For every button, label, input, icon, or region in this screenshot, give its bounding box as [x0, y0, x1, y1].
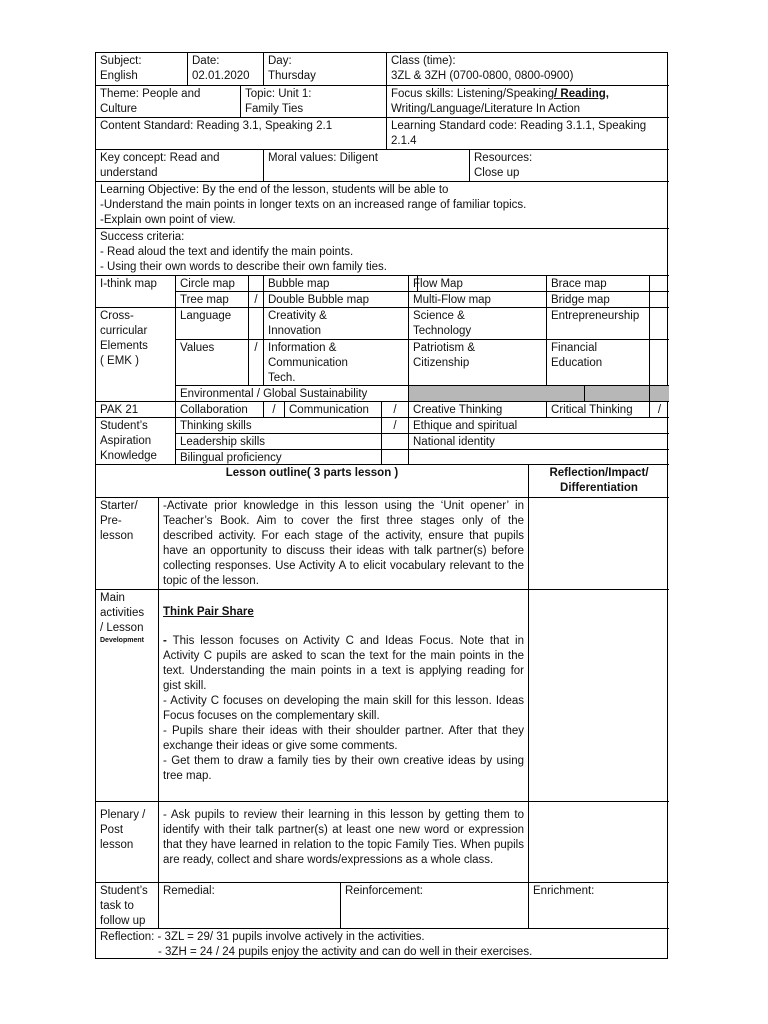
reflection-heading-1: Reflection/Impact/: [549, 467, 649, 479]
topic-cell: [241, 86, 387, 118]
creativity-cell: [264, 308, 409, 340]
emk-label-3: Elements: [100, 340, 148, 352]
ethique-label: Ethique and spiritual: [413, 420, 518, 432]
key-concept-line2: understand: [100, 167, 158, 179]
brace-map-mark: [650, 276, 669, 292]
emk-label-4: ( EMK ): [100, 355, 139, 367]
reflection-line2: - 3ZH = 24 / 24 pupils enjoy the activity and can do well in their exercises.: [158, 946, 533, 958]
success-criteria-cell: [96, 229, 669, 276]
objective-line3: -Explain own point of view.: [100, 214, 236, 226]
main-title: Think Pair Share: [163, 606, 254, 618]
reflection-heading-cell: [529, 465, 669, 498]
subject-value: English: [100, 70, 138, 82]
day-label: Day:: [268, 55, 292, 67]
shaded-cell-2: [585, 386, 650, 402]
language-cell: [176, 308, 249, 340]
values-cell: [176, 340, 249, 386]
bridge-map-mark: [650, 292, 669, 308]
thinking-skills-check: /: [393, 420, 397, 432]
starter-label-3: lesson: [100, 530, 134, 542]
circle-map-cell: [176, 276, 249, 292]
date-value: 02.01.2020: [192, 70, 250, 82]
language-label: Language: [180, 310, 232, 322]
content-standard-text: Content Standard: Reading 3.1, Speaking 2.1: [100, 120, 333, 132]
aspiration-label-cell: [96, 418, 176, 465]
day-cell: [264, 53, 387, 86]
focus-skills-text: Focus skills: Listening/Speaking: [391, 88, 554, 100]
communication-check: /: [393, 404, 397, 416]
patriotism-line2: Citizenship: [413, 357, 470, 369]
task-label-1: Student’s: [100, 885, 148, 897]
theme-cell: [96, 86, 241, 118]
tree-map-label: Tree map: [180, 294, 229, 306]
moral-values-text: Moral values: Diligent: [268, 152, 378, 164]
collaboration-cell: [176, 402, 264, 418]
ict-line1: Information &: [268, 342, 337, 354]
plenary-content-cell: [159, 802, 529, 883]
subject-cell: [96, 53, 188, 86]
ithink-label-cell: [96, 276, 176, 308]
plenary-label-cell: [96, 802, 159, 883]
leadership-cell: [176, 434, 382, 450]
enrichment-label: Enrichment:: [533, 885, 595, 897]
creative-thinking-cell: [409, 402, 547, 418]
ict-line2: Communication: [268, 357, 348, 369]
day-value: Thursday: [268, 70, 316, 82]
objective-line1: Learning Objective: By the end of the lesson, students will be able to: [100, 184, 449, 196]
task-label-2: task to: [100, 900, 134, 912]
enrichment-cell: [529, 883, 669, 929]
starter-reflection-cell: [529, 498, 669, 590]
starter-text: -Activate prior knowledge in this lesson using the ‘Unit opener’ in Teacher’s Book. Aim to cover the first three stages only of the described activity. For each stage of the activity, ensure that pupils have an opportunity to discuss their ideas with talk partner(s) before collecting responses. Use Activity A to elicit vocabulary relevant to the topic of the lesson.: [163, 500, 524, 587]
main-label-cell: [96, 590, 159, 802]
main-label-1: Main: [100, 592, 125, 604]
ict-cell: [264, 340, 409, 386]
success-line1: Success criteria:: [100, 231, 185, 243]
starter-label-2: Pre-: [100, 515, 122, 527]
ethique-cell: [409, 418, 669, 434]
patriotism-cell: [409, 340, 547, 386]
reflection-heading-2: Differentiation: [560, 482, 638, 494]
circle-map-mark: [249, 276, 264, 292]
aspiration-label-1: Student’s: [100, 420, 148, 432]
reflection-cell: [96, 929, 669, 959]
aspiration-label-2: Aspiration: [100, 435, 152, 447]
task-label-cell: [96, 883, 159, 929]
starter-label-cell: [96, 498, 159, 590]
plenary-reflection-cell: [529, 802, 669, 883]
key-concept-line1: Key concept: Read and: [100, 152, 220, 164]
content-standard-cell: [96, 118, 387, 150]
financial-mark: [650, 340, 669, 386]
leadership-mark: [382, 434, 409, 450]
learning-standard-line2: 2.1.4: [391, 135, 417, 147]
main-para3: - Pupils share their ideas with their shoulder partner. After that they exchange their ideas or give some comments.: [163, 725, 524, 752]
reinforcement-label: Reinforcement:: [345, 885, 423, 897]
national-identity-cell: [409, 434, 669, 450]
values-label: Values: [180, 342, 215, 354]
brace-map-cell: [547, 276, 650, 292]
starter-content-cell: [159, 498, 529, 590]
main-label-4: Development: [100, 637, 144, 644]
leadership-label: Leadership skills: [180, 436, 266, 448]
pak21-label: PAK 21: [100, 404, 139, 416]
values-check: /: [254, 342, 258, 354]
tree-map-check: /: [254, 294, 258, 306]
critical-thinking-label: Critical Thinking: [551, 404, 633, 416]
bilingual-cell: [176, 450, 382, 465]
theme-label: Theme: People and: [100, 88, 201, 100]
patriotism-line1: Patriotism &: [413, 342, 475, 354]
ict-line3: Tech.: [268, 372, 296, 384]
task-label-3: follow up: [100, 915, 146, 927]
science-cell: [409, 308, 547, 340]
main-content-cell: [159, 590, 529, 802]
critical-thinking-mark: [650, 402, 669, 418]
emk-label-cell: [96, 308, 176, 402]
creativity-line2: Innovation: [268, 325, 322, 337]
plenary-label-2: Post: [100, 824, 124, 836]
success-line2: - Read aloud the text and identify the main points.: [100, 246, 354, 258]
bubble-map-cell: [264, 276, 409, 292]
entrepreneurship-mark: [650, 308, 669, 340]
focus-skills-line2: Writing/Language/Literature In Action: [391, 103, 581, 115]
critical-thinking-check: /: [657, 404, 662, 416]
science-line2: Technology: [413, 325, 472, 337]
objective-line2: -Understand the main points in longer texts on an increased range of familiar topics.: [100, 199, 527, 211]
communication-label: Communication: [289, 404, 369, 416]
aspiration-label-3: Knowledge: [100, 450, 157, 462]
focus-reading-text: / Reading,: [554, 88, 609, 100]
flow-map-cell: [409, 276, 547, 292]
thinking-skills-mark: [382, 418, 409, 434]
entrepreneurship-cell: [547, 308, 650, 340]
moral-values-cell: [264, 150, 470, 182]
thinking-skills-label: Thinking skills: [180, 420, 252, 432]
bilingual-blank: [409, 450, 669, 465]
date-cell: [188, 53, 264, 86]
shaded-cell-1: [409, 386, 585, 402]
financial-line2: Education: [551, 357, 603, 369]
tree-map-cell: [176, 292, 249, 308]
starter-label-1: Starter/: [100, 500, 138, 512]
learning-standard-cell: [387, 118, 669, 150]
emk-label-1: Cross-: [100, 310, 134, 322]
plenary-label-3: lesson: [100, 839, 134, 851]
collaboration-label: Collaboration: [180, 404, 248, 416]
key-concept-cell: [96, 150, 264, 182]
date-label: Date:: [192, 55, 220, 67]
main-para4: - Get them to draw a family ties by their own creative ideas by using tree map.: [163, 755, 524, 782]
bridge-map-label: Bridge map: [551, 294, 610, 306]
class-cell: [387, 53, 669, 86]
circle-map-label: Circle map: [180, 278, 235, 290]
learning-standard-line1: Learning Standard code: Reading 3.1.1, Speaking: [391, 120, 647, 132]
learning-objective-cell: [96, 182, 669, 229]
double-bubble-label: Double Bubble map: [268, 294, 370, 306]
success-line3: - Using their own words to describe their own family ties.: [100, 261, 387, 273]
communication-cell: [285, 402, 382, 418]
main-label-2: activities: [100, 607, 145, 619]
environment-label: Environmental / Global Sustainability: [180, 388, 368, 400]
resources-cell: [470, 150, 669, 182]
language-mark: [249, 308, 264, 340]
entrepreneurship-label: Entrepreneurship: [551, 310, 640, 322]
environment-cell: [176, 386, 409, 402]
remedial-cell: [159, 883, 341, 929]
class-value: 3ZL & 3ZH (0700-0800, 0800-0900): [391, 70, 574, 82]
double-bubble-cell: [264, 292, 409, 308]
tree-map-mark: [249, 292, 264, 308]
main-para2: - Activity C focuses on developing the main skill for this lesson. Ideas Focus focuses on the complementary skill.: [163, 695, 524, 722]
emk-label-2: curricular: [100, 325, 148, 337]
financial-line1: Financial: [551, 342, 598, 354]
science-line1: Science &: [413, 310, 465, 322]
thinking-skills-cell: [176, 418, 382, 434]
subject-label: Subject:: [100, 55, 142, 67]
resources-value: Close up: [474, 167, 520, 179]
bilingual-mark: [382, 450, 409, 465]
communication-mark: [382, 402, 409, 418]
critical-thinking-cell: [547, 402, 650, 418]
main-para1: This lesson focuses on Activity C and Ideas Focus. Note that in Activity C pupils are asked to scan the text for the main points in the text. Understanding the main points in a text is applying reading for gist skill.: [163, 635, 524, 692]
multi-flow-cell: [409, 292, 547, 308]
focus-skills-cell: [387, 86, 669, 118]
pak21-label-cell: [96, 402, 176, 418]
theme-value: Culture: [100, 103, 138, 115]
bubble-map-label: Bubble map: [268, 278, 330, 290]
values-mark: [249, 340, 264, 386]
collaboration-mark: [264, 402, 285, 418]
main-reflection-cell: [529, 590, 669, 802]
main-dash: -: [163, 635, 167, 647]
lesson-plan-document: [95, 52, 668, 959]
topic-label: Topic: Unit 1:: [245, 88, 312, 100]
reinforcement-cell: [341, 883, 529, 929]
resources-label: Resources:: [474, 152, 533, 164]
bridge-map-cell: [547, 292, 650, 308]
creative-thinking-label: Creative Thinking: [413, 404, 503, 416]
lesson-outline-heading-cell: [96, 465, 529, 498]
national-identity-label: National identity: [413, 436, 495, 448]
shaded-cell-3: [650, 386, 669, 402]
multi-flow-label: Multi-Flow map: [413, 294, 491, 306]
bilingual-label: Bilingual proficiency: [180, 452, 282, 464]
flow-map-label: Flow Map: [413, 278, 463, 290]
class-label: Class (time):: [391, 55, 456, 67]
remedial-label: Remedial:: [163, 885, 215, 897]
lesson-outline-heading: Lesson outline( 3 parts lesson ): [225, 467, 399, 479]
collaboration-check: /: [272, 404, 276, 416]
plenary-label-1: Plenary /: [100, 809, 146, 821]
brace-map-label: Brace map: [551, 278, 607, 290]
main-label-3: / Lesson: [100, 622, 144, 634]
reflection-line1: Reflection: - 3ZL = 29/ 31 pupils involve actively in the activities.: [100, 931, 425, 943]
topic-value: Family Ties: [245, 103, 304, 115]
financial-cell: [547, 340, 650, 386]
plenary-text: - Ask pupils to review their learning in this lesson by getting them to identify with their talk partner(s) at least one new word or expression that they have learned in relation to the topic Family Ties. When pupils are ready, collect and share words/expressions as a whole class.: [163, 809, 524, 866]
ithink-label: I-think map: [100, 278, 157, 290]
creativity-line1: Creativity &: [268, 310, 327, 322]
